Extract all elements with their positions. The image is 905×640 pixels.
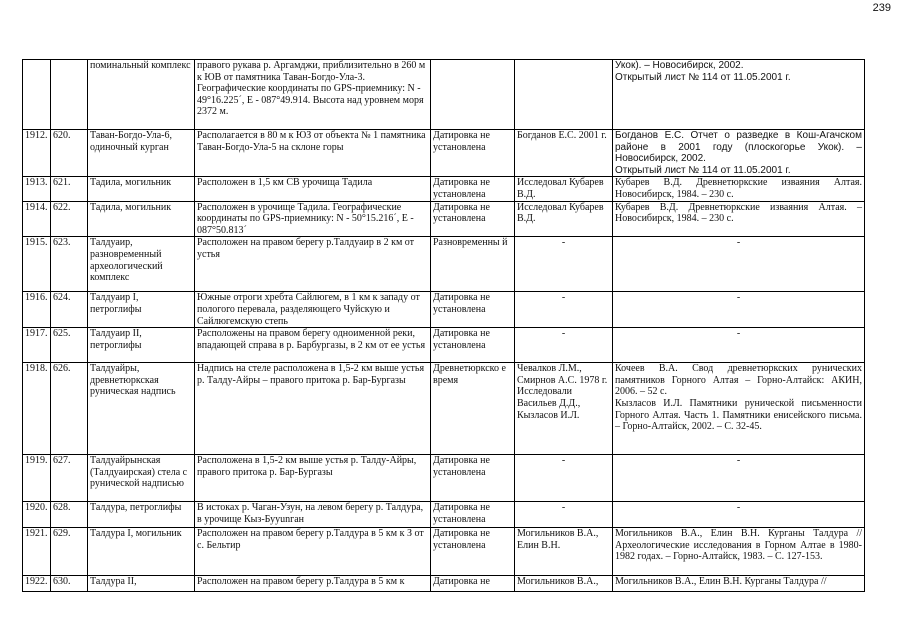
table-row: [23, 328, 865, 363]
row-number-cell: 1919.: [23, 455, 51, 502]
table-row: [23, 130, 865, 177]
row-number-cell: 1913.: [23, 177, 51, 201]
dating-cell: Датировка не установлена: [431, 502, 515, 528]
location-cell: Расположен в 1,5 км СВ урочища Тадила: [195, 177, 431, 201]
monument-name-cell: Таван-Богдо-Ула-6, одиночный курган: [88, 130, 195, 177]
dating-cell: [431, 60, 515, 130]
monument-id-cell: [51, 60, 88, 130]
monument-name-cell: Талдура I, могильник: [88, 528, 195, 576]
researcher-cell: Чевалков Л.М., Смирнов А.С. 1978 г. Исследовали Васильев Д.Д., Кызласов И.Л.: [515, 363, 613, 455]
row-number-cell: 1912.: [23, 130, 51, 177]
literature-cell: [613, 60, 865, 130]
table-row: [23, 528, 865, 576]
literature-entry: Богданов Е.С. Отчет о разведке в Кош-Агачском районе в 2001 году (плоскогорье Укок). – Новосибирск, 2002.: [615, 130, 862, 165]
literature-entry: Могильников В.А., Елин В.Н. Курганы Талдура //: [615, 576, 827, 588]
table-row: [23, 363, 865, 455]
monument-name-cell: Талдуайры, древнетюркская руническая надпись: [88, 363, 195, 455]
literature-cell: [613, 201, 865, 237]
literature-entry: Кубарев В.Д. Древнетюркские изваяния Алтая. Новосибирск, 1984. – 230 с.: [615, 177, 862, 200]
location-cell: Южные отроги хребта Сайлюгем, в 1 км к западу от пологого перевала, разделяющего Чуйскую и Сайлюгемскую степь: [195, 292, 431, 328]
dating-cell: Древнетюркско е время: [431, 363, 515, 455]
monument-name-cell: Талдура, петроглифы: [88, 502, 195, 528]
location-cell: Располагается в 80 м к ЮЗ от объекта № 1 памятника Таван-Богдо-Ула-5 на склоне горы: [195, 130, 431, 177]
dating-cell: Датировка не установлена: [431, 130, 515, 177]
monument-id-cell: 620.: [51, 130, 88, 177]
dating-cell: Разновременны й: [431, 237, 515, 292]
dating-cell: Датировка не установлена: [431, 201, 515, 237]
location-cell: Расположены на правом берегу одноименной реки, впадающей справа в р. Барбургазы, в 2 км от ее устья: [195, 328, 431, 363]
dating-cell: Датировка не установлена: [431, 328, 515, 363]
monument-name-cell: Тадила, могильник: [88, 201, 195, 237]
researcher-cell: -: [515, 292, 613, 328]
researcher-cell: Могильников В.А., Елин В.Н.: [515, 528, 613, 576]
row-number-cell: [23, 60, 51, 130]
dating-cell: Датировка не установлена: [431, 292, 515, 328]
dating-cell: Датировка не установлена: [431, 455, 515, 502]
researcher-cell: Исследовал Кубарев В.Д.: [515, 201, 613, 237]
row-number-cell: 1916.: [23, 292, 51, 328]
researcher-cell: [515, 60, 613, 130]
literature-cell: [613, 363, 865, 455]
monuments-table: [22, 59, 865, 592]
literature-entry: -: [736, 292, 741, 304]
table-row: [23, 576, 865, 592]
literature-entry: Кубарев В.Д. Древнетюркские изваяния Алтая. – Новосибирск, 1984. – 230 с.: [615, 201, 862, 225]
table-row: [23, 60, 865, 130]
literature-cell: [613, 292, 865, 328]
location-cell: правого рукава р. Аргамджи, приблизительно в 260 м к ЮВ от памятника Таван-Богдо-Ула-3. Географические координаты по GPS-приемнику: N - 49°16.225´, E - 087°49.914. Высота над уровнем моря 2372 м.: [195, 60, 431, 130]
literature-entry: -: [736, 502, 741, 514]
monument-id-cell: 621.: [51, 177, 88, 201]
monument-id-cell: 629.: [51, 528, 88, 576]
literature-cell: [613, 528, 865, 576]
monument-name-cell: Талдуаир, разновременный археологический комплекс: [88, 237, 195, 292]
literature-cell: [613, 576, 865, 592]
researcher-cell: -: [515, 237, 613, 292]
researcher-cell: -: [515, 502, 613, 528]
table-row: [23, 237, 865, 292]
dating-cell: Датировка не: [431, 576, 515, 592]
location-cell: В истоках р. Чаган-Узун, на левом берегу р. Талдура, в урочище Кыз-Бууunган: [195, 502, 431, 528]
literature-entry: Открытый лист № 114 от 11.05.2001 г.: [615, 71, 791, 83]
literature-entry: Укок). – Новосибирск, 2002.: [615, 60, 744, 71]
researcher-cell: Исследовал Кубарев В.Д.: [515, 177, 613, 201]
location-cell: Надпись на стеле расположена в 1,5-2 км выше устья р. Талду-Айры – правого притока р. Бар-Бургазы: [195, 363, 431, 455]
monument-id-cell: 628.: [51, 502, 88, 528]
row-number-cell: 1917.: [23, 328, 51, 363]
dating-cell: Датировка не установлена: [431, 528, 515, 576]
location-cell: Расположен на правом берегу р.Талдура в 5 км к: [195, 576, 431, 592]
row-number-cell: 1921.: [23, 528, 51, 576]
monument-id-cell: 624.: [51, 292, 88, 328]
table-row: [23, 177, 865, 201]
monument-name-cell: Талдура II,: [88, 576, 195, 592]
monument-id-cell: 622.: [51, 201, 88, 237]
monument-id-cell: 625.: [51, 328, 88, 363]
researcher-cell: Богданов Е.С. 2001 г.: [515, 130, 613, 177]
literature-cell: [613, 328, 865, 363]
literature-entry: Открытый лист № 114 от 11.05.2001 г.: [615, 164, 791, 176]
row-number-cell: 1922.: [23, 576, 51, 592]
row-number-cell: 1920.: [23, 502, 51, 528]
monument-id-cell: 627.: [51, 455, 88, 502]
monument-id-cell: 630.: [51, 576, 88, 592]
literature-entry: Могильников В.А., Елин В.Н. Курганы Талдура // Археологические исследования в Горном Алтае в 1980-1982 годах. – Горно-Алтайск, 1983. – С. 127-153.: [615, 528, 862, 563]
literature-entry: Кочеев В.А. Свод древнетюркских рунических памятников Горного Алтая – Горно-Алтайск: АКИН, 2006. – 52 с.: [615, 363, 862, 398]
table-row: [23, 455, 865, 502]
researcher-cell: Могильников В.А.,: [515, 576, 613, 592]
monument-name-cell: Талдуаир I, петроглифы: [88, 292, 195, 328]
literature-entry: Кызласов И.Л. Памятники рунической письменности Горного Алтая. Часть 1. Памятники енисейского письма. – Горно-Алтайск, 2002. – С. 32-45.: [615, 397, 862, 433]
row-number-cell: 1918.: [23, 363, 51, 455]
location-cell: Расположен на правом берегу р.Талдура в 5 км к З от с. Бельтир: [195, 528, 431, 576]
location-cell: Расположен в урочище Тадила. Географические координаты по GPS-приемнику: N - 50°15.216´, E - 087°50.813´: [195, 201, 431, 237]
literature-cell: [613, 130, 865, 177]
row-number-cell: 1914.: [23, 201, 51, 237]
monument-id-cell: 623.: [51, 237, 88, 292]
literature-entry: -: [736, 328, 741, 340]
literature-cell: [613, 177, 865, 201]
table-row: [23, 292, 865, 328]
monument-name-cell: Талдуаир II, петроглифы: [88, 328, 195, 363]
literature-cell: [613, 237, 865, 292]
literature-cell: [613, 502, 865, 528]
researcher-cell: -: [515, 328, 613, 363]
literature-cell: [613, 455, 865, 502]
table-row: [23, 502, 865, 528]
page-number: 239: [872, 2, 891, 14]
monument-name-cell: Тадила, могильник: [88, 177, 195, 201]
table-row: [23, 201, 865, 237]
dating-cell: Датировка не установлена: [431, 177, 515, 201]
literature-entry: -: [736, 237, 741, 249]
monument-name-cell: поминальный комплекс: [88, 60, 195, 130]
researcher-cell: -: [515, 455, 613, 502]
monument-name-cell: Талдуайрынская (Талдуаирская) стела с рунической надписью: [88, 455, 195, 502]
row-number-cell: 1915.: [23, 237, 51, 292]
monument-id-cell: 626.: [51, 363, 88, 455]
location-cell: Расположена в 1,5-2 км выше устья р. Талду-Айры, правого притока р. Бар-Бургазы: [195, 455, 431, 502]
location-cell: Расположен на правом берегу р.Талдуаир в 2 км от устья: [195, 237, 431, 292]
literature-entry: -: [736, 455, 741, 467]
